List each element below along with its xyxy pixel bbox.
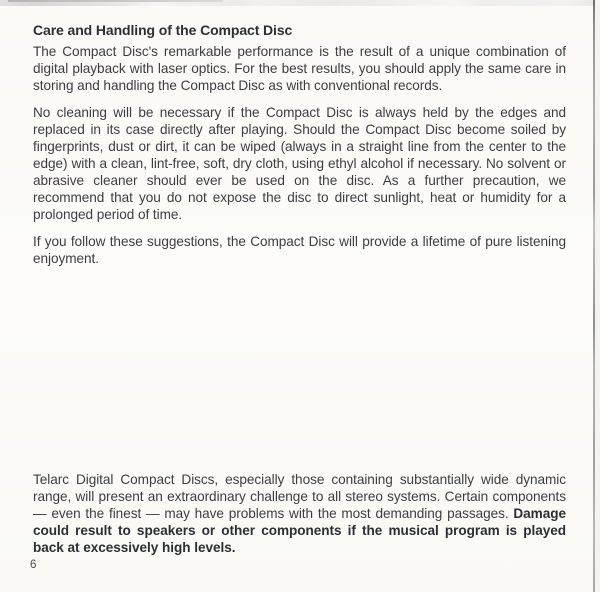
scan-edge-top-line: [8, 0, 223, 2]
scan-right-margin: [595, 0, 600, 592]
paragraph-listening-enjoyment: If you follow these suggestions, the Compact Disc will provide a lifetime of pure listening enjoyment.: [33, 234, 566, 266]
page-number: 6: [30, 559, 37, 571]
paragraph-speaker-warning: [33, 471, 566, 556]
page-fold-line: [593, 0, 595, 592]
paragraph-cleaning-instructions: No cleaning will be necessary if the Compact Disc is always held by the edges and replaced in its case directly after playing. Should the Compact Disc become soiled by fingerprints, dust or dirt, it can be wiped (always in a straight line from the center to the edge) with a clean, lint-free, soft, dry cloth, using ethyl alcohol if necessary. No solvent or abrasive cleaner should ever be used on the disc. As a further precaution, we recommend that you do not expose the disc to direct sunlight, heat or humidity for a prolonged period of time.: [33, 105, 566, 222]
section-heading: Care and Handling of the Compact Disc: [33, 22, 293, 38]
warning-regular-text: Telarc Digital Compact Discs, especially those containing substantially wide dynamic range, will present an extraordinary challenge to all stereo systems. Certain components — even the finest — may have problems with the most demanding passages.: [33, 472, 566, 521]
warning-bold-text: Damage could result to speakers or other components if the musical program is played back at excessively high levels.: [33, 506, 566, 555]
scan-edge-bottom-shading: [0, 581, 600, 586]
paragraph-care-intro: The Compact Disc's remarkable performance is the result of a unique combination of digital playback with laser optics. For the best results, you should apply the same care in storing and handling the Compact Disc as with conventional records.: [33, 44, 566, 93]
page-content: [33, 22, 566, 556]
